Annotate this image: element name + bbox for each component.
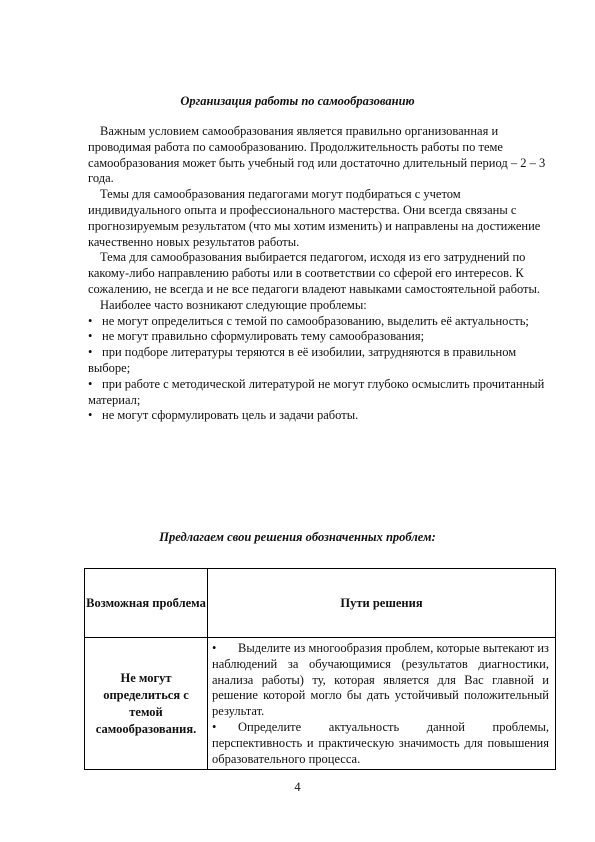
- list-item-text: при работе с методической литературой не могут глубоко осмыслить прочитанный материал;: [88, 376, 545, 407]
- problems-list: [88, 314, 548, 425]
- solutions-table: [84, 568, 556, 770]
- problem-cell: Не могут определиться с темой самообразования.: [85, 638, 208, 770]
- body-text: [88, 124, 548, 424]
- list-item: [88, 345, 548, 377]
- solution-item: [212, 641, 549, 720]
- paragraph: Тема для самообразования выбирается педагогом, исходя из его затруднений по какому-либо направлению работы или в соответствии со сферой его интересов. К сожалению, не всегда и не все педагоги владеют навыками самостоятельной работы.: [88, 250, 541, 296]
- list-item-text: при подборе литературы теряются в её изобилии, затрудняются в правильном выборе;: [88, 345, 517, 375]
- table-header-row: [85, 569, 556, 638]
- solution-item: [212, 720, 549, 767]
- list-item-text: не могут сформулировать цель и задачи работы.: [102, 408, 359, 423]
- list-item-text: не могут определиться с темой по самообразованию, выделить её актуальность;: [102, 313, 529, 328]
- bullet-icon: •: [212, 641, 217, 655]
- solution-cell: [208, 638, 556, 770]
- solution-text: Определите актуальность данной проблемы, перспективность и практическую значимость для повышения образовательного процесса.: [212, 719, 549, 766]
- section-title: Организация работы по самообразованию: [180, 94, 415, 108]
- list-item: [88, 408, 548, 424]
- list-item: [88, 314, 548, 330]
- bullet-icon: •: [88, 313, 93, 328]
- list-item: [88, 377, 548, 409]
- bullet-icon: •: [88, 376, 93, 391]
- header-solution: Пути решения: [208, 569, 556, 638]
- bullet-icon: •: [88, 408, 93, 423]
- page-number: 4: [294, 780, 301, 794]
- header-problem: Возможная проблема: [85, 569, 208, 638]
- bullet-icon: •: [88, 345, 93, 360]
- bullet-icon: •: [212, 719, 217, 734]
- paragraph: Наиболее часто возникают следующие проблемы:: [100, 297, 367, 312]
- list-item-text: не могут правильно сформулировать тему самообразования;: [102, 329, 425, 344]
- bullet-icon: •: [88, 329, 93, 344]
- table-row: [85, 638, 556, 770]
- solutions-title: Предлагаем свои решения обозначенных проблем:: [159, 530, 436, 544]
- solution-text: Выделите из многообразия проблем, которые вытекают из наблюдений за обучающимися (результатов диагностики, анализа работы) ту, которая является для Вас главной и решение которой могло бы дать устойчивый положительный результат.: [212, 641, 549, 719]
- paragraph: Важным условием самообразования является правильно организованная и проводимая работа по самообразованию. Продолжительность работы по теме самообразования может быть учебный год или достаточно длительный период – 2 – 3 года.: [88, 124, 546, 186]
- list-item: [88, 329, 548, 345]
- paragraph: Темы для самообразования педагогами могут подбираться с учетом индивидуального опыта и профессионального мастерства. Они всегда связаны с прогнозируемым результатом (что мы хотим изменить) и направлены на достижение качественно новых результатов работы.: [88, 187, 541, 249]
